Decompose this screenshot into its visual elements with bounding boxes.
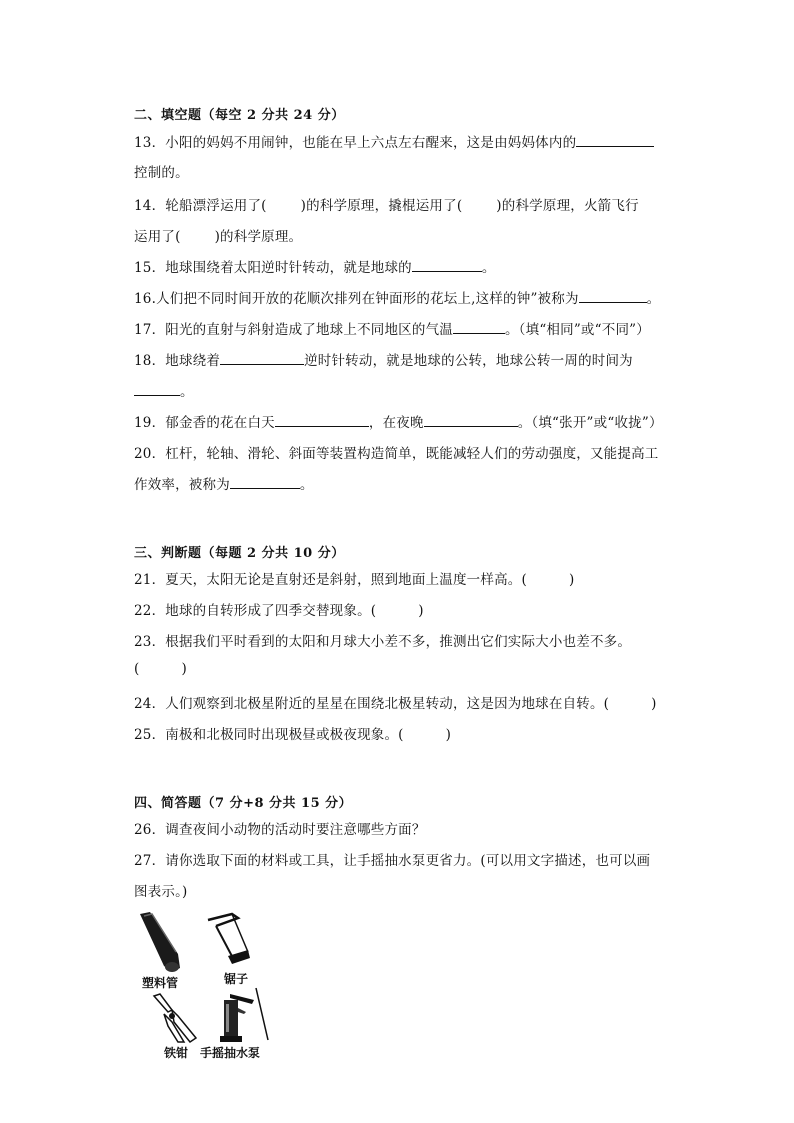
question-13-line1: 13．小阳的妈妈不用闹钟，也能在早上六点左右醒来，这是由妈妈体内的 [134,131,654,151]
label-pliers: 铁钳 [164,1046,189,1060]
tools-figure [128,906,288,1066]
label-saw: 锯子 [224,972,249,986]
question-15: 15．地球围绕着太阳逆时针转动，就是地球的 。 [134,256,496,276]
question-23-line1: 23．根据我们平时看到的太阳和月球大小差不多，推测出它们实际大小也差不多。 [134,634,632,650]
plastic-pipe-icon [132,910,188,974]
question-14-line2: 运用了( )的科学原理。 [134,229,303,245]
answer-blank[interactable] [412,257,482,272]
answer-blank[interactable] [220,350,304,365]
section-title-judge: 三、判断题（每题 2 分共 10 分） [134,546,345,561]
question-13-line2: 控制的。 [134,165,189,181]
section-title-short: 四、简答题（7 分+8 分共 15 分） [134,796,353,811]
saw-icon [202,912,256,970]
question-20-line1: 20．杠杆，轮轴、滑轮、斜面等装置构造简单，既能减轻人们的劳动强度，又能提高工 [134,446,659,462]
label-hand-pump: 手摇抽水泵 [200,1046,261,1060]
question-23-line2: ( ) [134,661,187,677]
answer-blank[interactable] [576,132,654,147]
question-19: 19．郁金香的花在白天 ，在夜晚 。（填“张开”或“收拢”） [134,411,663,431]
label-plastic-pipe: 塑料管 [142,976,179,990]
answer-blank[interactable] [134,381,180,396]
question-18-line1: 18．地球绕着 逆时针转动，就是地球的公转，地球公转一周的时间为 [134,349,633,369]
question-27-line1: 27．请你选取下面的材料或工具，让手摇抽水泵更省力。(可以用文字描述，也可以画 [134,853,651,869]
question-27-line2: 图表示。) [134,884,188,900]
question-26: 26．调查夜间小动物的活动时要注意哪些方面？ [134,822,426,838]
question-18-line2: 。 [134,380,194,400]
question-24: 24．人们观察到北极星附近的星星在围绕北极星转动，这是因为地球在自转。( ) [134,696,657,712]
question-21: 21．夏天，太阳无论是直射还是斜射，照到地面上温度一样高。( ) [134,572,575,588]
section-title-fill: 二、填空题（每空 2 分共 24 分） [134,108,345,123]
question-16: 16.人们把不同时间开放的花顺次排列在钟面形的花坛上,这样的钟”被称为 。 [134,287,660,307]
answer-blank[interactable] [230,474,300,489]
question-20-line2: 作效率，被称为 。 [134,473,314,493]
answer-blank[interactable] [275,412,369,427]
question-25: 25．南极和北极同时出现极昼或极夜现象。( ) [134,727,452,743]
question-22: 22．地球的自转形成了四季交替现象。( ) [134,603,424,619]
answer-blank[interactable] [453,319,505,334]
hand-pump-icon [212,986,272,1046]
answer-blank[interactable] [579,288,647,303]
answer-blank[interactable] [424,412,518,427]
pliers-icon [150,992,200,1044]
question-17: 17．阳光的直射与斜射造成了地球上不同地区的气温 。（填“相同”或“不同”） [134,318,650,338]
question-14-line1: 14．轮船漂浮运用了( )的科学原理，撬棍运用了( )的科学原理，火箭飞行 [134,198,639,214]
